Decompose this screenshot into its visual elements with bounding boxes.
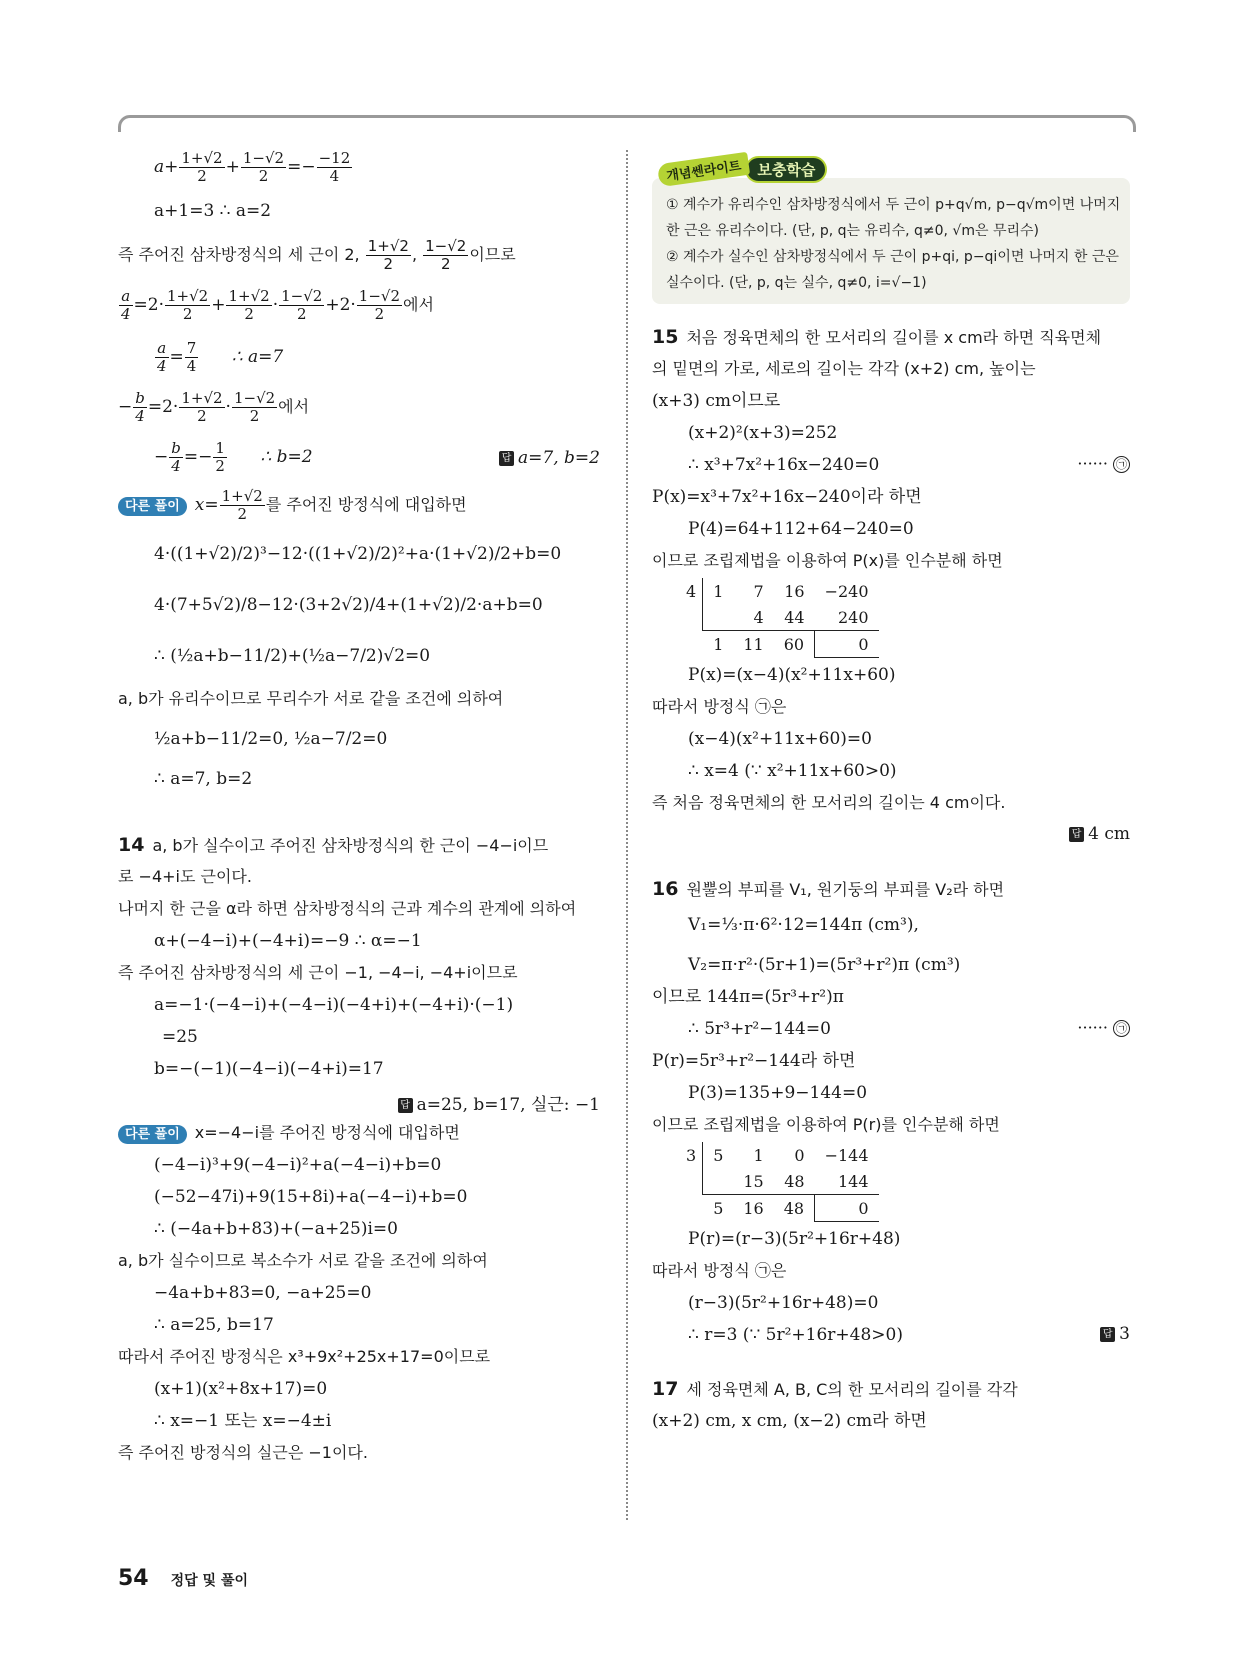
concept-brand-label: 개념쎈라이트	[657, 152, 751, 187]
column-divider	[626, 150, 628, 1520]
equation-line: P(4)=64+112+64−240=0	[688, 519, 914, 539]
page-footer	[118, 1566, 248, 1591]
alternative-solution-header: 다른 풀이 x=−4−i를 주어진 방정식에 대입하면	[118, 1122, 460, 1144]
equation-line: ∴ r=3 (∵ 5r²+16r+48>0)	[688, 1325, 903, 1345]
question-17-line: 17 세 정육면체 A, B, C의 한 모서리의 길이를 각각	[652, 1378, 1018, 1400]
text-line: 의 밑면의 가로, 세로의 길이는 각각 (x+2) cm, 높이는	[652, 359, 1036, 378]
equation-line: ∴ x=−1 또는 x=−4±i	[154, 1411, 332, 1431]
equation-line: 4·((1+√2)/2)³−12·((1+√2)/2)²+a·(1+√2)/2+b=0	[154, 544, 562, 564]
equation-line: P(x)=(x−4)(x²+11x+60)	[688, 665, 896, 685]
answer-icon: 답	[1069, 827, 1084, 842]
concept-title: 보충학습	[745, 156, 827, 183]
equation-line: P(r)=5r³+r²−144라 하면	[652, 1051, 856, 1071]
concept-box	[652, 158, 1130, 304]
question-number: 17	[652, 1378, 679, 1400]
alternative-solution-header: 다른 풀이 x= $\frac{1+√2}{2}$ 를 주어진 방정식에 대입하면	[118, 488, 467, 523]
equation-line: 이므로 144π=(5r³+r²)π	[652, 987, 844, 1007]
text-line: 즉 주어진 삼차방정식의 세 근이 2, $\frac{1+√2}{2}$ , $\frac{1-√2}{2}$ 이므로	[118, 237, 516, 273]
answer-14: 답 a=25, b=17, 실근: −1	[398, 1090, 600, 1115]
question-number: 14	[118, 834, 145, 856]
equation-line: P(3)=135+9−144=0	[688, 1083, 868, 1103]
page-number: 54	[118, 1566, 149, 1591]
footer-title: 정답 및 풀이	[170, 1573, 248, 1589]
equation-line: (r−3)(5r²+16r+48)=0	[688, 1293, 879, 1313]
equation-line: ∴ 5r³+r²−144=0	[688, 1019, 831, 1039]
question-number: 15	[652, 326, 679, 348]
equation-line: (x−4)(x²+11x+60)=0	[688, 729, 872, 749]
equation-line: $\frac{a}{4}$ = $\frac{7}{4}$ ∴ a=7	[157, 339, 284, 375]
concept-text	[666, 192, 1122, 296]
synthetic-division-15: 4 1 7 16 −240 4 44 240 1 11 60 0	[676, 578, 879, 658]
equation-line: (x+1)(x²+8x+17)=0	[154, 1379, 328, 1399]
equation-line: P(r)=(r−3)(5r²+16r+48)	[688, 1229, 901, 1249]
equation-line: ∴ (−4a+b+83)+(−a+25)i=0	[154, 1219, 398, 1239]
equation-line: V₂=π·r²·(5r+1)=(5r³+r²)π (cm³)	[688, 955, 961, 975]
equation-line: (−52−47i)+9(15+8i)+a(−4−i)+b=0	[154, 1187, 468, 1207]
equation-line: α+(−4−i)+(−4+i)=−9 ∴ α=−1	[154, 931, 422, 951]
answer-15: 답 4 cm	[1069, 824, 1130, 844]
text-line: a, b가 유리수이므로 무리수가 서로 같을 조건에 의하여	[118, 689, 504, 708]
question-16-line: 16 원뿔의 부피를 V₁, 원기둥의 부피를 V₂라 하면	[652, 878, 1005, 900]
text-line: 즉 처음 정육면체의 한 모서리의 길이는 4 cm이다.	[652, 793, 1006, 812]
text-line: 즉 주어진 방정식의 실근은 −1이다.	[118, 1443, 368, 1462]
equation-line: ∴ (½a+b−11/2)+(½a−7/2)√2=0	[154, 646, 431, 666]
equation-line: ∴ a=25, b=17	[154, 1315, 274, 1335]
alt-solution-badge: 다른 풀이	[118, 497, 187, 516]
text-line: (x+2) cm, x cm, (x−2) cm라 하면	[652, 1411, 927, 1431]
text-line: 이므로 조립제법을 이용하여 P(r)를 인수분해 하면	[652, 1115, 1000, 1134]
equation-line: b=−(−1)(−4−i)(−4+i)=17	[154, 1059, 384, 1079]
circled-mark-icon: ㉠	[1113, 456, 1130, 473]
equation-line: =25	[162, 1027, 198, 1047]
equation-line: − $\frac{b}{4}$ =− $\frac{1}{2}$ ∴ b=2	[154, 439, 313, 475]
answer-16: 답 3	[1100, 1324, 1130, 1344]
equation-line: − $\frac{b}{4}$ =2· $\frac{1+√2}{2}$ · $\frac{1-√2}{2}$ 에서	[118, 389, 310, 425]
equation-line: (x+2)²(x+3)=252	[688, 423, 838, 443]
question-14-line: 14 a, b가 실수이고 주어진 삼차방정식의 한 근이 −4−i이므	[118, 834, 549, 856]
equation-line: 4·(7+5√2)/8−12·(3+2√2)/4+(1+√2)/2·a+b=0	[154, 595, 543, 615]
text-line: 로 −4+i도 근이다.	[118, 867, 252, 886]
concept-item-1: ① 계수가 유리수인 삼차방정식에서 두 근이 p+q√m, p−q√m이면 나머지 한 근은 유리수이다. (단, p, q는 유리수, q≠0, √m은 무리수)	[666, 197, 1121, 239]
equation-line: a=−1·(−4−i)+(−4−i)(−4+i)+(−4+i)·(−1)	[154, 995, 514, 1015]
synthetic-division-16: 3 5 1 0 −144 15 48 144 5 16 48 0	[676, 1142, 879, 1222]
text-line: a, b가 실수이므로 복소수가 서로 같을 조건에 의하여	[118, 1251, 488, 1270]
question-number: 16	[652, 878, 679, 900]
text-line: 즉 주어진 삼차방정식의 세 근이 −1, −4−i, −4+i이므로	[118, 963, 518, 982]
equation-marker: ······ ㉠	[1077, 1018, 1130, 1037]
equation-line: ∴ x³+7x²+16x−240=0	[688, 455, 880, 475]
answer-13: 답 a=7, b=2	[499, 448, 600, 468]
equation-line: ∴ a=7, b=2	[154, 769, 253, 789]
answer-icon: 답	[1100, 1327, 1115, 1342]
text-line: 따라서 주어진 방정식은 x³+9x²+25x+17=0이므로	[118, 1347, 491, 1366]
equation-line: V₁=⅓·π·6²·12=144π (cm³),	[688, 915, 919, 935]
equation-line: a+1=3 ∴ a=2	[154, 201, 272, 221]
circled-mark-icon: ㉠	[1113, 1020, 1130, 1037]
text-line: 이므로 조립제법을 이용하여 P(x)를 인수분해 하면	[652, 551, 1003, 570]
concept-tag	[658, 156, 827, 183]
text-line: (x+3) cm이므로	[652, 391, 781, 411]
answer-icon: 답	[499, 451, 514, 466]
alt-solution-badge: 다른 풀이	[118, 1125, 187, 1144]
page-header-bar	[118, 115, 1136, 132]
equation-line: ∴ x=4 (∵ x²+11x+60>0)	[688, 761, 897, 781]
equation-line: a+ $\frac{1+√2}{2}$ + $\frac{1-√2}{2}$ =− $\frac{-12}{4}$	[154, 149, 351, 185]
equation-line: (−4−i)³+9(−4−i)²+a(−4−i)+b=0	[154, 1155, 442, 1175]
question-15-line: 15 처음 정육면체의 한 모서리의 길이를 x cm라 하면 직육면체	[652, 326, 1102, 348]
text-line: 따라서 방정식 ㉠은	[652, 697, 787, 716]
answer-icon: 답	[398, 1098, 413, 1113]
text-line: 나머지 한 근을 α라 하면 삼차방정식의 근과 계수의 관계에 의하여	[118, 899, 577, 918]
equation-line: ½a+b−11/2=0, ½a−7/2=0	[154, 729, 388, 749]
equation-line: P(x)=x³+7x²+16x−240이라 하면	[652, 487, 922, 507]
equation-marker: ······ ㉠	[1077, 454, 1130, 473]
equation-line: $\frac{a}{4}$ =2· $\frac{1+√2}{2}$ + $\frac{1+√2}{2}$ · $\frac{1-√2}{2}$ +2· $\frac{1-√2}{2}$ 에서	[121, 287, 434, 323]
text-line: 따라서 방정식 ㉠은	[652, 1261, 787, 1280]
equation-line: −4a+b+83=0, −a+25=0	[154, 1283, 372, 1303]
concept-item-2: ② 계수가 실수인 삼차방정식에서 두 근이 p+qi, p−qi이면 나머지 한 근은 실수이다. (단, p, q는 실수, q≠0, i=√−1)	[666, 249, 1119, 291]
